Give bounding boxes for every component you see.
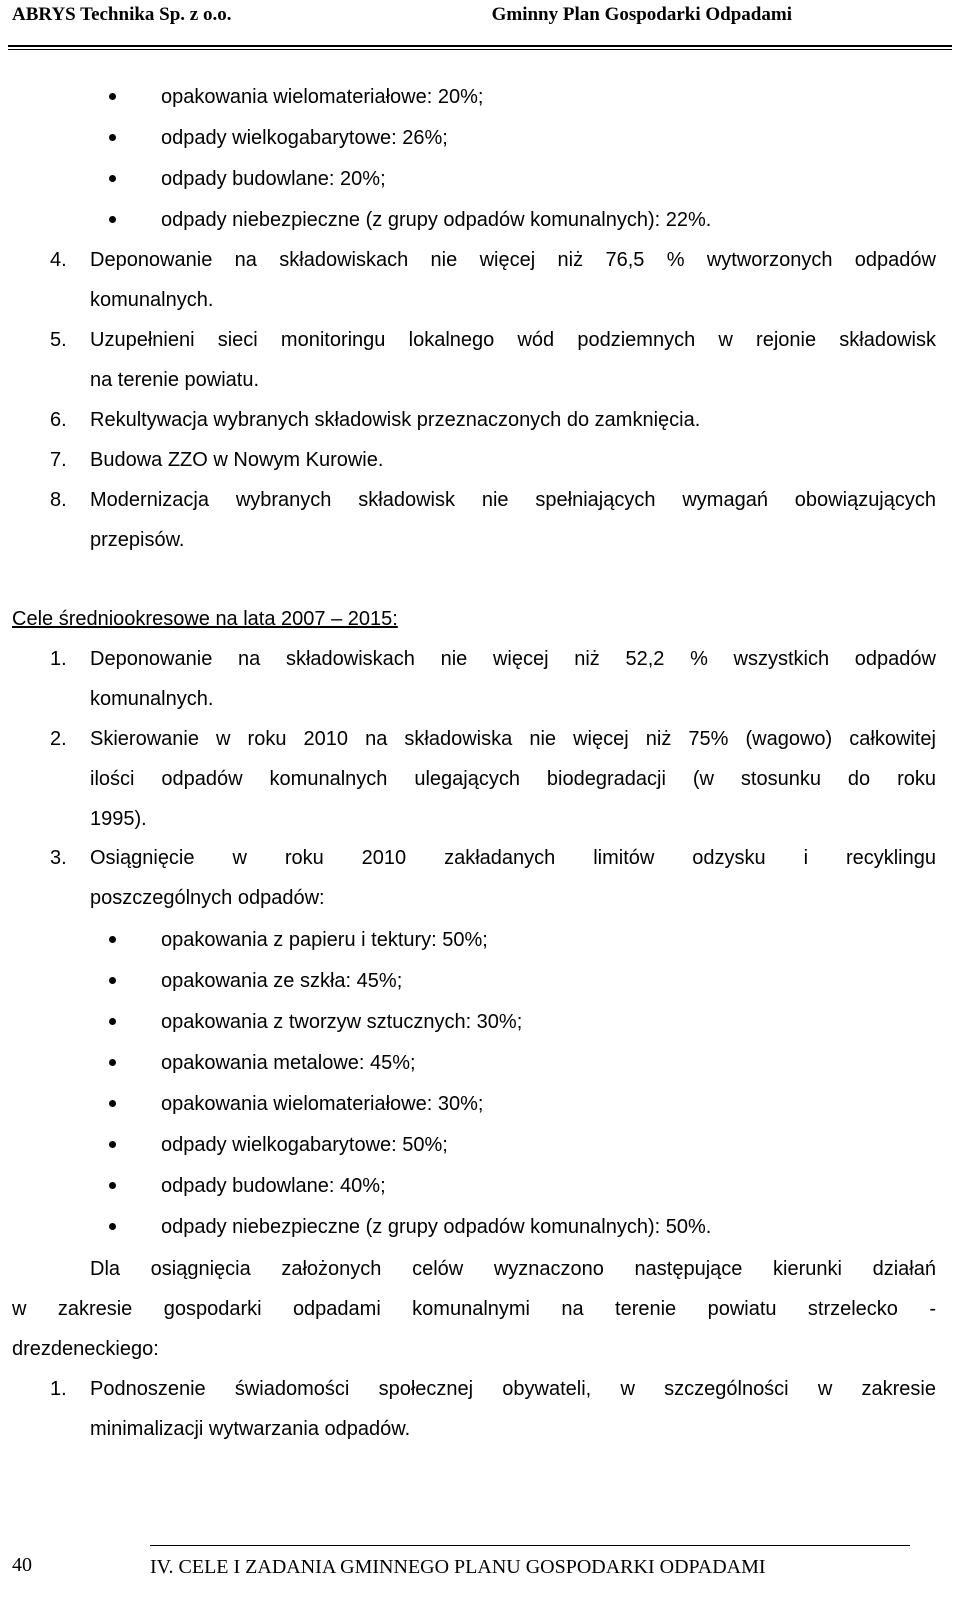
bullet-icon bbox=[109, 134, 116, 141]
list-item: odpady wielkogabarytowe: 26%; bbox=[161, 127, 448, 149]
list-item: opakowania ze szkła: 45%; bbox=[161, 970, 403, 992]
item-number: 4. bbox=[50, 249, 67, 271]
list-item: opakowania metalowe: 45%; bbox=[161, 1052, 416, 1074]
item-number: 2. bbox=[50, 728, 67, 750]
item-text: Budowa ZZO w Nowym Kurowie. bbox=[90, 449, 384, 471]
bullet-icon bbox=[109, 93, 116, 100]
list-item: opakowania z papieru i tektury: 50%; bbox=[161, 929, 488, 951]
list-item: odpady budowlane: 40%; bbox=[161, 1175, 386, 1197]
list-item: odpady niebezpieczne (z grupy odpadów komunalnych): 22%. bbox=[161, 209, 712, 231]
bullet-icon bbox=[109, 175, 116, 182]
item-number: 7. bbox=[50, 449, 67, 471]
paragraph-line: drezdeneckiego: bbox=[12, 1338, 159, 1360]
list-item: odpady wielkogabarytowe: 50%; bbox=[161, 1134, 448, 1156]
list-item: odpady niebezpieczne (z grupy odpadów komunalnych): 50%. bbox=[161, 1216, 712, 1238]
list-item: opakowania wielomateriałowe: 30%; bbox=[161, 1093, 484, 1115]
page-header bbox=[0, 0, 960, 40]
header-rule bbox=[8, 45, 952, 47]
page-number: 40 bbox=[12, 1554, 32, 1576]
bullet-icon bbox=[109, 1059, 116, 1066]
bullet-icon bbox=[109, 1182, 116, 1189]
item-text-cont: ilości odpadów komunalnych ulegających biodegradacji (w stosunku do roku bbox=[90, 768, 936, 790]
header-company: ABRYS Technika Sp. z o.o. bbox=[12, 4, 232, 25]
item-number: 8. bbox=[50, 489, 67, 511]
item-text-cont: poszczególnych odpadów: bbox=[90, 887, 325, 909]
bullet-icon bbox=[109, 216, 116, 223]
item-text-cont: przepisów. bbox=[90, 529, 185, 551]
header-rule-thin bbox=[8, 49, 952, 50]
item-text: Skierowanie w roku 2010 na składowiska nie więcej niż 75% (wagowo) całkowitej bbox=[90, 728, 936, 750]
list-item: opakowania wielomateriałowe: 20%; bbox=[161, 86, 484, 108]
item-number: 6. bbox=[50, 409, 67, 431]
item-text: Deponowanie na składowiskach nie więcej niż 52,2 % wszystkich odpadów bbox=[90, 648, 936, 670]
item-text-cont: minimalizacji wytwarzania odpadów. bbox=[90, 1418, 411, 1440]
item-number: 5. bbox=[50, 329, 67, 351]
bullet-icon bbox=[109, 1141, 116, 1148]
section-heading: Cele średniookresowe na lata 2007 – 2015: bbox=[12, 608, 398, 630]
item-text: Rekultywacja wybranych składowisk przeznaczonych do zamknięcia. bbox=[90, 409, 701, 431]
item-text: Osiągnięcie w roku 2010 zakładanych limitów odzysku i recyklingu bbox=[90, 847, 936, 869]
item-text: Deponowanie na składowiskach nie więcej niż 76,5 % wytworzonych odpadów bbox=[90, 249, 936, 271]
item-text: Uzupełnieni sieci monitoringu lokalnego wód podziemnych w rejonie składowisk bbox=[90, 329, 936, 351]
bullet-icon bbox=[109, 1018, 116, 1025]
bullet-icon bbox=[109, 936, 116, 943]
list-item: opakowania z tworzyw sztucznych: 30%; bbox=[161, 1011, 523, 1033]
item-number: 1. bbox=[50, 1378, 67, 1400]
list-item: odpady budowlane: 20%; bbox=[161, 168, 386, 190]
item-number: 3. bbox=[50, 847, 67, 869]
header-document-title: Gminny Plan Gospodarki Odpadami bbox=[491, 4, 792, 25]
item-text-cont: komunalnych. bbox=[90, 289, 214, 311]
paragraph-line: Dla osiągnięcia założonych celów wyznaczono następujące kierunki działań bbox=[90, 1258, 936, 1280]
bullet-icon bbox=[109, 1223, 116, 1230]
paragraph-line: w zakresie gospodarki odpadami komunalnymi na terenie powiatu strzelecko - bbox=[12, 1298, 936, 1320]
bullet-icon bbox=[109, 977, 116, 984]
item-text: Podnoszenie świadomości społecznej obywateli, w szczególności w zakresie bbox=[90, 1378, 936, 1400]
bullet-icon bbox=[109, 1100, 116, 1107]
item-text: Modernizacja wybranych składowisk nie spełniających wymagań obowiązujących bbox=[90, 489, 936, 511]
item-text-cont: na terenie powiatu. bbox=[90, 369, 260, 391]
item-text-cont: komunalnych. bbox=[90, 688, 214, 710]
footer-rule bbox=[150, 1545, 910, 1546]
item-number: 1. bbox=[50, 648, 67, 670]
item-text-cont: 1995). bbox=[90, 808, 147, 830]
footer-chapter-title: IV. CELE I ZADANIA GMINNEGO PLANU GOSPODARKI ODPADAMI bbox=[150, 1556, 766, 1578]
